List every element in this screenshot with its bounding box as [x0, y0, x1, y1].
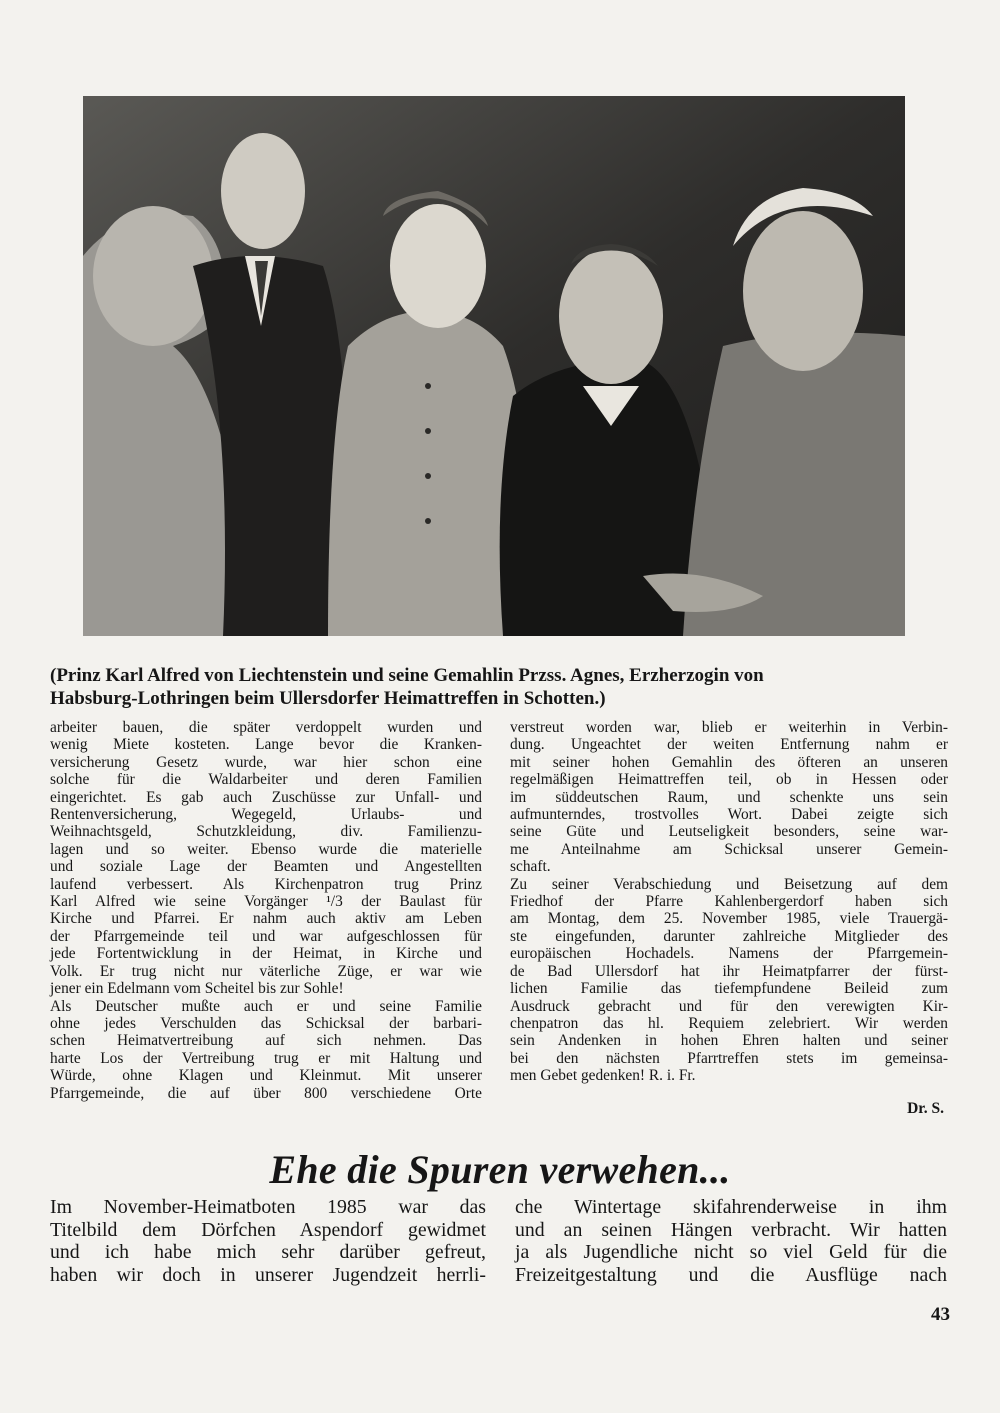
- author-signature: Dr. S.: [907, 1100, 944, 1117]
- article-right-column: [510, 719, 948, 1085]
- text-line: jener ein Edelmann vom Scheitel bis zur Sohle!: [50, 980, 344, 998]
- text-line: aufmunterndes, trostvolles Wort. Dabei zeigte sich: [510, 806, 948, 824]
- text-line: seine Güte und Leutseligkeit besonders, seine war-: [510, 823, 948, 841]
- text-line: der Pfarrgemeinde teil und war aufgeschlossen für: [50, 927, 482, 945]
- text-line: haben wir doch in unserer Jugendzeit herrli-: [50, 1263, 486, 1286]
- text-line: Zu seiner Verabschiedung und Beisetzung auf dem: [510, 875, 948, 893]
- text-line: schen Heimatvertreibung auf sich nehmen. Das: [50, 1032, 482, 1050]
- article-headline: Ehe die Spuren verwehen...: [269, 1147, 731, 1192]
- text-line: europäischen Hochadels. Namens der Pfarrgemein-: [510, 945, 948, 963]
- text-line: und an seinen Hängen verbracht. Wir hatten: [515, 1218, 947, 1241]
- text-line: laufend verbessert. Als Kirchenpatron trug Prinz: [50, 875, 482, 893]
- text-line: lagen und so weiter. Ebenso wurde die materielle: [50, 840, 482, 858]
- text-line: Freizeitgestaltung und die Ausflüge nach: [515, 1263, 947, 1286]
- text-line: ja als Jugendliche nicht so viel Geld für die: [515, 1241, 947, 1263]
- text-line: che Wintertage skifahrenderweise in ihm: [515, 1196, 947, 1218]
- article2-right-column: [515, 1196, 947, 1286]
- text-line: sein Andenken in hohen Ehren halten und seiner: [510, 1032, 948, 1050]
- text-line: Kirche und Pfarrei. Er nahm auch aktiv am Leben: [50, 910, 482, 928]
- text-line: eingerichtet. Es gab auch Zuschüsse zur Unfall- und: [50, 788, 482, 806]
- text-line: am Montag, dem 25. November 1985, viele Trauergä-: [510, 910, 948, 928]
- text-line: und ich habe mich sehr darüber gefreut,: [50, 1241, 486, 1263]
- text-line: Im November-Heimatboten 1985 war das: [50, 1196, 486, 1218]
- photo-caption: [50, 664, 945, 710]
- text-line: dung. Ungeachtet der weiten Entfernung nahm er: [510, 736, 948, 754]
- text-line: mit seiner hohen Gemahlin des öfteren an unseren: [510, 753, 948, 771]
- text-line: regelmäßigen Heimattreffen teil, ob in Hessen oder: [510, 771, 948, 789]
- text-line: wenig Miete kosteten. Lange bevor die Kranken-: [50, 736, 482, 754]
- text-line: verstreut worden war, blieb er weiterhin in Verbin-: [510, 719, 948, 736]
- group-photo: [83, 96, 905, 636]
- text-line: bei den nächsten Pfarrtreffen stets im gemeinsa-: [510, 1049, 948, 1067]
- page-number: 43: [931, 1304, 950, 1325]
- caption-line: (Prinz Karl Alfred von Liechtenstein und seine Gemahlin Przss. Agnes, Erzherzogin von: [50, 665, 764, 686]
- text-line: lichen Familie das tiefempfundene Beileid zum: [510, 980, 948, 998]
- group-photo-image: [83, 96, 905, 636]
- text-line: arbeiter bauen, die später verdoppelt wurden und: [50, 719, 482, 736]
- article2-left-column: [50, 1196, 486, 1286]
- text-line: Weihnachtsgeld, Schutzkleidung, div. Familienzu-: [50, 823, 482, 841]
- text-line: harte Los der Vertreibung trug er mit Haltung und: [50, 1049, 482, 1067]
- text-line: men Gebet gedenken! R. i. Fr.: [510, 1067, 696, 1085]
- text-line: im süddeutschen Raum, und schenkte uns sein: [510, 788, 948, 806]
- text-line: versicherung Gesetz wurde, war hier schon eine: [50, 753, 482, 771]
- text-line: schaft.: [510, 858, 551, 876]
- text-line: jede Fortentwicklung in der Heimat, in Kirche und: [50, 945, 482, 963]
- text-line: solche für die Waldarbeiter und deren Familien: [50, 771, 482, 789]
- text-line: Rentenversicherung, Wegegeld, Urlaubs- und: [50, 806, 482, 824]
- text-line: Titelbild dem Dörfchen Aspendorf gewidmet: [50, 1218, 486, 1241]
- text-line: Volk. Er trug nicht nur väterliche Züge, er war wie: [50, 962, 482, 980]
- text-line: Friedhof der Pfarre Kahlenbergerdorf haben sich: [510, 893, 948, 911]
- text-line: Würde, ohne Klagen und Kleinmut. Mit unserer: [50, 1067, 482, 1085]
- caption-line: Habsburg-Lothringen beim Ullersdorfer Heimattreffen in Schotten.): [50, 688, 606, 709]
- text-line: und soziale Lage der Beamten und Angestellten: [50, 858, 482, 876]
- article-left-column: [50, 719, 482, 1102]
- text-line: ste eingefunden, darunter zahlreiche Mitglieder des: [510, 927, 948, 945]
- text-line: de Bad Ullersdorf hat ihr Heimatpfarrer der fürst-: [510, 962, 948, 980]
- text-line: me Anteilnahme am Schicksal unserer Gemein-: [510, 840, 948, 858]
- text-line: chenpatron das hl. Requiem zelebriert. Wir werden: [510, 1014, 948, 1032]
- text-line: ohne jedes Verschulden das Schicksal der barbari-: [50, 1014, 482, 1032]
- text-line: Pfarrgemeinde, die auf über 800 verschiedene Orte: [50, 1084, 482, 1102]
- text-line: Karl Alfred wie seine Vorgänger ¹/3 der Baulast für: [50, 893, 482, 911]
- text-line: Ausdruck gebracht und für den verewigten Kir-: [510, 997, 948, 1015]
- text-line: Als Deutscher mußte auch er und seine Familie: [50, 997, 482, 1015]
